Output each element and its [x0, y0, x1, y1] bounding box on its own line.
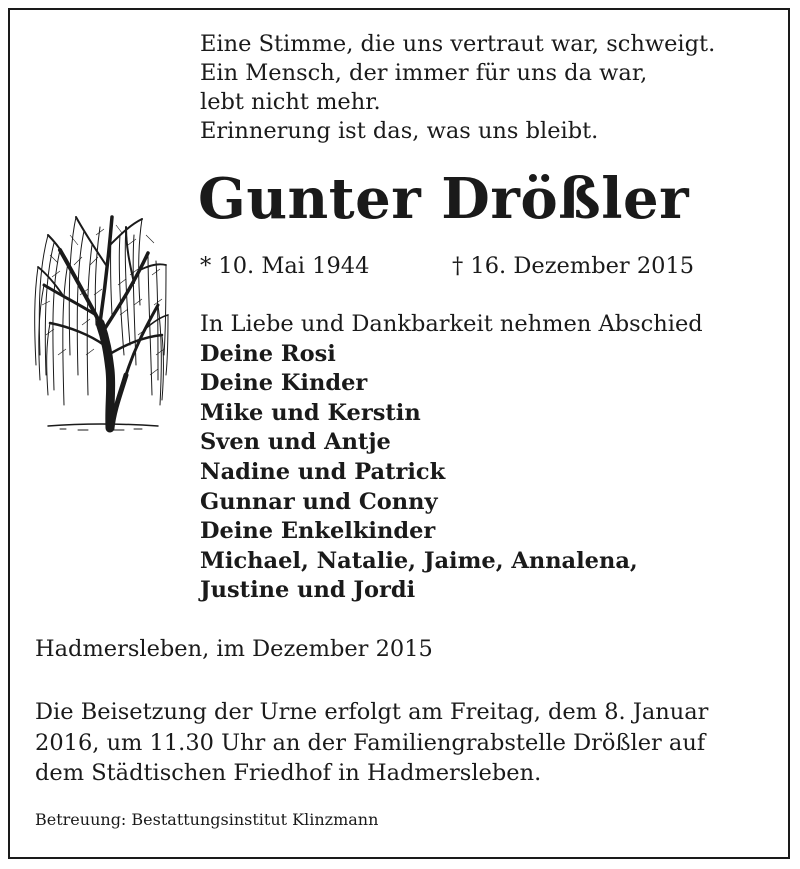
- funeral-notice: [35, 697, 770, 789]
- poem: [200, 30, 715, 146]
- funeral-line: dem Städtischen Friedhof in Hadmersleben.: [35, 760, 542, 786]
- mourner-name: Gunnar und Conny: [200, 488, 438, 515]
- mourner-name: Deine Kinder: [200, 370, 368, 397]
- mourner-name: Mike und Kerstin: [200, 399, 421, 426]
- mourner-name: Justine und Jordi: [200, 577, 416, 604]
- mourner-name: Deine Rosi: [200, 340, 336, 367]
- funeral-home-credit: Betreuung: Bestattungsinstitut Klinzmann: [35, 810, 379, 829]
- poem-line: Ein Mensch, der immer für uns da war,: [200, 60, 648, 86]
- willow-tree-icon: [30, 205, 170, 435]
- birth-date: * 10. Mai 1944: [200, 253, 370, 279]
- death-date: † 16. Dezember 2015: [452, 253, 695, 279]
- mourner-name: Sven und Antje: [200, 429, 391, 456]
- place-date: Hadmersleben, im Dezember 2015: [35, 636, 433, 662]
- deceased-name: Gunter Drößler: [198, 166, 690, 232]
- mourner-name: Nadine und Patrick: [200, 458, 446, 485]
- poem-line: lebt nicht mehr.: [200, 89, 381, 115]
- poem-line: Eine Stimme, die uns vertraut war, schweigt.: [200, 31, 716, 57]
- funeral-line: 2016, um 11.30 Uhr an der Familiengrabstelle Drößler auf: [35, 729, 706, 756]
- poem-line: Erinnerung ist das, was uns bleibt.: [200, 118, 599, 144]
- mourners-list: [200, 310, 703, 606]
- mourner-name: Michael, Natalie, Jaime, Annalena,: [200, 547, 638, 574]
- funeral-line: Die Beisetzung der Urne erfolgt am Freitag, dem 8. Januar: [35, 699, 709, 725]
- mourners-intro: In Liebe und Dankbarkeit nehmen Abschied: [200, 311, 703, 337]
- mourner-name: Deine Enkelkinder: [200, 518, 436, 545]
